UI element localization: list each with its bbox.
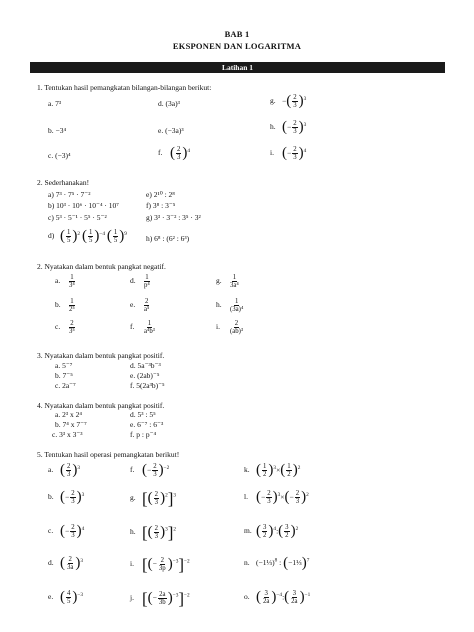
q5-item-j: j. [(− $\frac{2a}{3b}$ )$^{-3}$]$^{-2}$ — [130, 589, 190, 608]
q2b-item-e: e. $\frac{2}{\text{a⁵}}$ — [130, 298, 150, 314]
fraction: $\frac{2}{3p}$ — [158, 556, 166, 572]
fraction: $\frac{1}{2}$ — [263, 463, 267, 479]
fraction: $\frac{1}{\text{p⁴}}$ — [144, 274, 150, 290]
question-2a-text: 2. Sederhanakan! — [37, 178, 90, 187]
q5-item-g: g. [( $\frac{2}{3}$ )$^2$]$^3$ — [130, 489, 177, 508]
q2a-item-a: a) 7³ · 7⁵ · 7⁻² — [48, 190, 91, 199]
fraction: $\frac{2}{3}$ — [293, 94, 297, 110]
q5-item-f: f. (− $\frac{2}{3}$ )$^{-2}$ — [130, 462, 170, 479]
q1-i-label: i. — [270, 148, 274, 158]
fraction: $\frac{2a}{3b}$ — [158, 590, 166, 606]
fraction: $\frac{1}{\text{(3a)⁴}}$ — [230, 298, 244, 314]
q2b-item-f: f. $\frac{1}{\text{a⁴b³}}$ — [130, 320, 155, 336]
q5-item-l: l. (− $\frac{2}{3}$ )$^3$×(− $\frac{2}{3}$ )$^2$ — [244, 489, 309, 506]
q2b-item-h: h. $\frac{1}{\text{(3a)⁴}}$ — [216, 298, 244, 314]
q2a-item-d: d) ( $\frac{1}{5}$ )$^2$ ( $\frac{1}{5}$ )$^{-4}$ ( $\frac{1}{5}$ )$^9$ — [48, 228, 127, 245]
q3-item-d: d. 5a⁻³b⁻³ — [130, 361, 161, 370]
q5-item-m: m. ( $\frac{3}{2}$ )$^4$:( $\frac{3}{2}$ )$^2$ — [244, 523, 299, 540]
fraction: $\frac{2}{3}$ — [67, 463, 71, 479]
q1-item-a: a. 7³ — [48, 99, 62, 108]
fraction: $\frac{2}{3}$ — [267, 490, 271, 506]
q5-item-n: n. (−1⅓)$^8$ : (−1⅓)$^7$ — [244, 555, 310, 571]
q4-item-b: b. 7⁴ x 7⁻⁷ — [55, 420, 87, 429]
q5-item-k: k. ( $\frac{1}{2}$ )$^3$×( $\frac{1}{2}$ )$^2$ — [244, 462, 301, 479]
q5-item-b: b. (− $\frac{2}{3}$ )$^3$ — [48, 489, 85, 506]
q5-item-h: h. [( $\frac{2}{3}$ )$^3$]$^2$ — [130, 523, 177, 542]
q2b-item-c: c. $\frac{2}{\text{3⁵}}$ — [55, 320, 75, 336]
q5-item-o: o. ( $\frac{3}{2a}$ )$^{-4}$:( $\frac{3}{2a}$ )$^{-1}$ — [244, 589, 311, 606]
q4-item-f: f. p : p⁻⁴ — [130, 430, 157, 439]
fraction: $\frac{2}{\text{a⁵}}$ — [144, 298, 150, 314]
fraction: $\frac{3}{2a}$ — [291, 590, 298, 606]
q1-item-i: i. (− $\frac{2}{3}$ )$^4$ — [270, 145, 307, 162]
q5-item-e: e. ( $\frac{4}{5}$ )$^{-3}$ — [48, 589, 84, 606]
q2a-item-g: g) 3³ · 3⁻² : 3⁵ · 3² — [146, 213, 201, 222]
fraction: $\frac{2}{\text{3⁵}}$ — [69, 320, 75, 336]
q4-item-a: a. 2³ x 2⁴ — [55, 410, 82, 419]
fraction: $\frac{2}{\text{(ab)³}}$ — [230, 320, 243, 336]
fraction: $\frac{2}{3a}$ — [67, 556, 74, 572]
q3-item-b: b. 7⁻⁵ — [55, 371, 73, 380]
q2a-item-b: b) 10³ · 10⁶ · 10⁻⁴ · 10⁷ — [48, 201, 119, 210]
fraction: $\frac{2}{3}$ — [71, 490, 75, 506]
fraction: $\frac{2}{3}$ — [71, 524, 75, 540]
question-3-text: 3. Nyatakan dalam bentuk pangkat positif. — [37, 351, 165, 360]
q2a-item-h: h) 6⁸ : (6² : 6³) — [146, 234, 190, 243]
q5-item-c: c. (− $\frac{2}{3}$ )$^4$ — [48, 523, 85, 540]
q3-item-e: e. (2ab)⁻⁵ — [130, 371, 160, 380]
fraction: $\frac{1}{\text{3a⁴}}$ — [230, 274, 239, 290]
q1-item-h: h. (− $\frac{2}{3}$ )$^3$ — [270, 119, 307, 136]
q1-item-e: e. (−3a)³ — [158, 126, 184, 135]
fraction: $\frac{1}{2}$ — [287, 463, 291, 479]
q3-item-a: a. 5⁻⁷ — [55, 361, 73, 370]
fraction: $\frac{1}{5}$ — [67, 229, 71, 245]
fraction: $\frac{3}{2}$ — [263, 524, 267, 540]
q1-g-label: g. — [270, 96, 276, 106]
q2a-item-c: c) 5³ · 5⁻¹ · 5⁵ · 5⁻² — [48, 213, 107, 222]
question-2b-text: 2. Nyatakan dalam bentuk pangkat negatif. — [37, 262, 166, 271]
q1-item-c: c. (−3)⁴ — [48, 151, 71, 160]
chapter-title: BAB 1 — [224, 29, 250, 39]
q3-item-c: c. 2a⁻⁷ — [55, 381, 76, 390]
fraction: $\frac{2}{3}$ — [154, 490, 159, 506]
q2b-item-d: d. $\frac{1}{\text{p⁴}}$ — [130, 274, 150, 290]
fraction: $\frac{2}{3}$ — [293, 146, 297, 162]
question-4-text: 4. Nyatakan dalam bentuk pangkat positif. — [37, 401, 165, 410]
fraction: $\frac{2}{3}$ — [177, 146, 181, 162]
q4-item-d: d. 5³ : 5⁵ — [130, 410, 156, 419]
q1-item-g: g. −( $\frac{2}{3}$ )$^3$ — [270, 93, 307, 110]
fraction: $\frac{2}{3}$ — [293, 120, 297, 136]
fraction: $\frac{2}{3}$ — [154, 524, 159, 540]
q5-item-i: i. [(− $\frac{2}{3p}$ )$^{-3}$]$^{-2}$ — [130, 555, 190, 574]
q2a-item-f: f) 3⁸ : 3⁻⁵ — [146, 201, 176, 210]
q1-item-d: d. (3a)³ — [158, 99, 180, 108]
question-5-text: 5. Tentukan hasil operasi pemangkatan berikut! — [37, 450, 180, 459]
q3-item-f: f. 5(2a³b)⁻⁵ — [130, 381, 165, 390]
q2b-item-g: g. $\frac{1}{\text{3a⁴}}$ — [216, 274, 239, 290]
fraction: $\frac{3}{2a}$ — [263, 590, 270, 606]
q2b-item-b: b. $\frac{1}{\text{2⁵}}$ — [55, 298, 75, 314]
q2a-item-e: e) 2¹⁰ : 2⁸ — [146, 190, 175, 199]
q5-item-d: d. ( $\frac{2}{3a}$ )$^3$ — [48, 555, 84, 572]
fraction: $\frac{1}{5}$ — [88, 229, 93, 245]
q1-h-label: h. — [270, 122, 276, 132]
q2b-item-i: i. $\frac{2}{\text{(ab)³}}$ — [216, 320, 243, 336]
q4-item-c: c. 3³ x 3⁻³ — [52, 430, 83, 439]
q2b-item-a: a. $\frac{1}{\text{3⁴}}$ — [55, 274, 75, 290]
fraction: $\frac{1}{\text{3⁴}}$ — [69, 274, 75, 290]
fraction: $\frac{4}{5}$ — [67, 590, 71, 606]
q1-f-label: f. — [158, 148, 163, 158]
q1-item-f: f. ( $\frac{2}{3}$ )$^4$ — [158, 145, 191, 162]
fraction: $\frac{3}{2}$ — [285, 524, 289, 540]
chapter-subtitle: EKSPONEN DAN LOGARITMA — [172, 41, 302, 51]
question-1-text: 1. Tentukan hasil pemangkatan bilangan-bilangan berikut: — [37, 83, 212, 92]
section-banner: Latihan 1 — [30, 62, 445, 73]
fraction: $\frac{1}{\text{a⁴b³}}$ — [144, 320, 155, 336]
fraction: $\frac{1}{5}$ — [113, 229, 118, 245]
fraction: $\frac{2}{3}$ — [295, 490, 300, 506]
fraction: $\frac{2}{3}$ — [153, 463, 157, 479]
q4-item-e: e. 6⁻⁷ : 6⁻³ — [130, 420, 164, 429]
q1-item-b: b. −3⁴ — [48, 126, 67, 135]
fraction: $\frac{1}{\text{2⁵}}$ — [69, 298, 75, 314]
q5-item-a: a. ( $\frac{2}{3}$ )$^3$ — [48, 462, 81, 479]
